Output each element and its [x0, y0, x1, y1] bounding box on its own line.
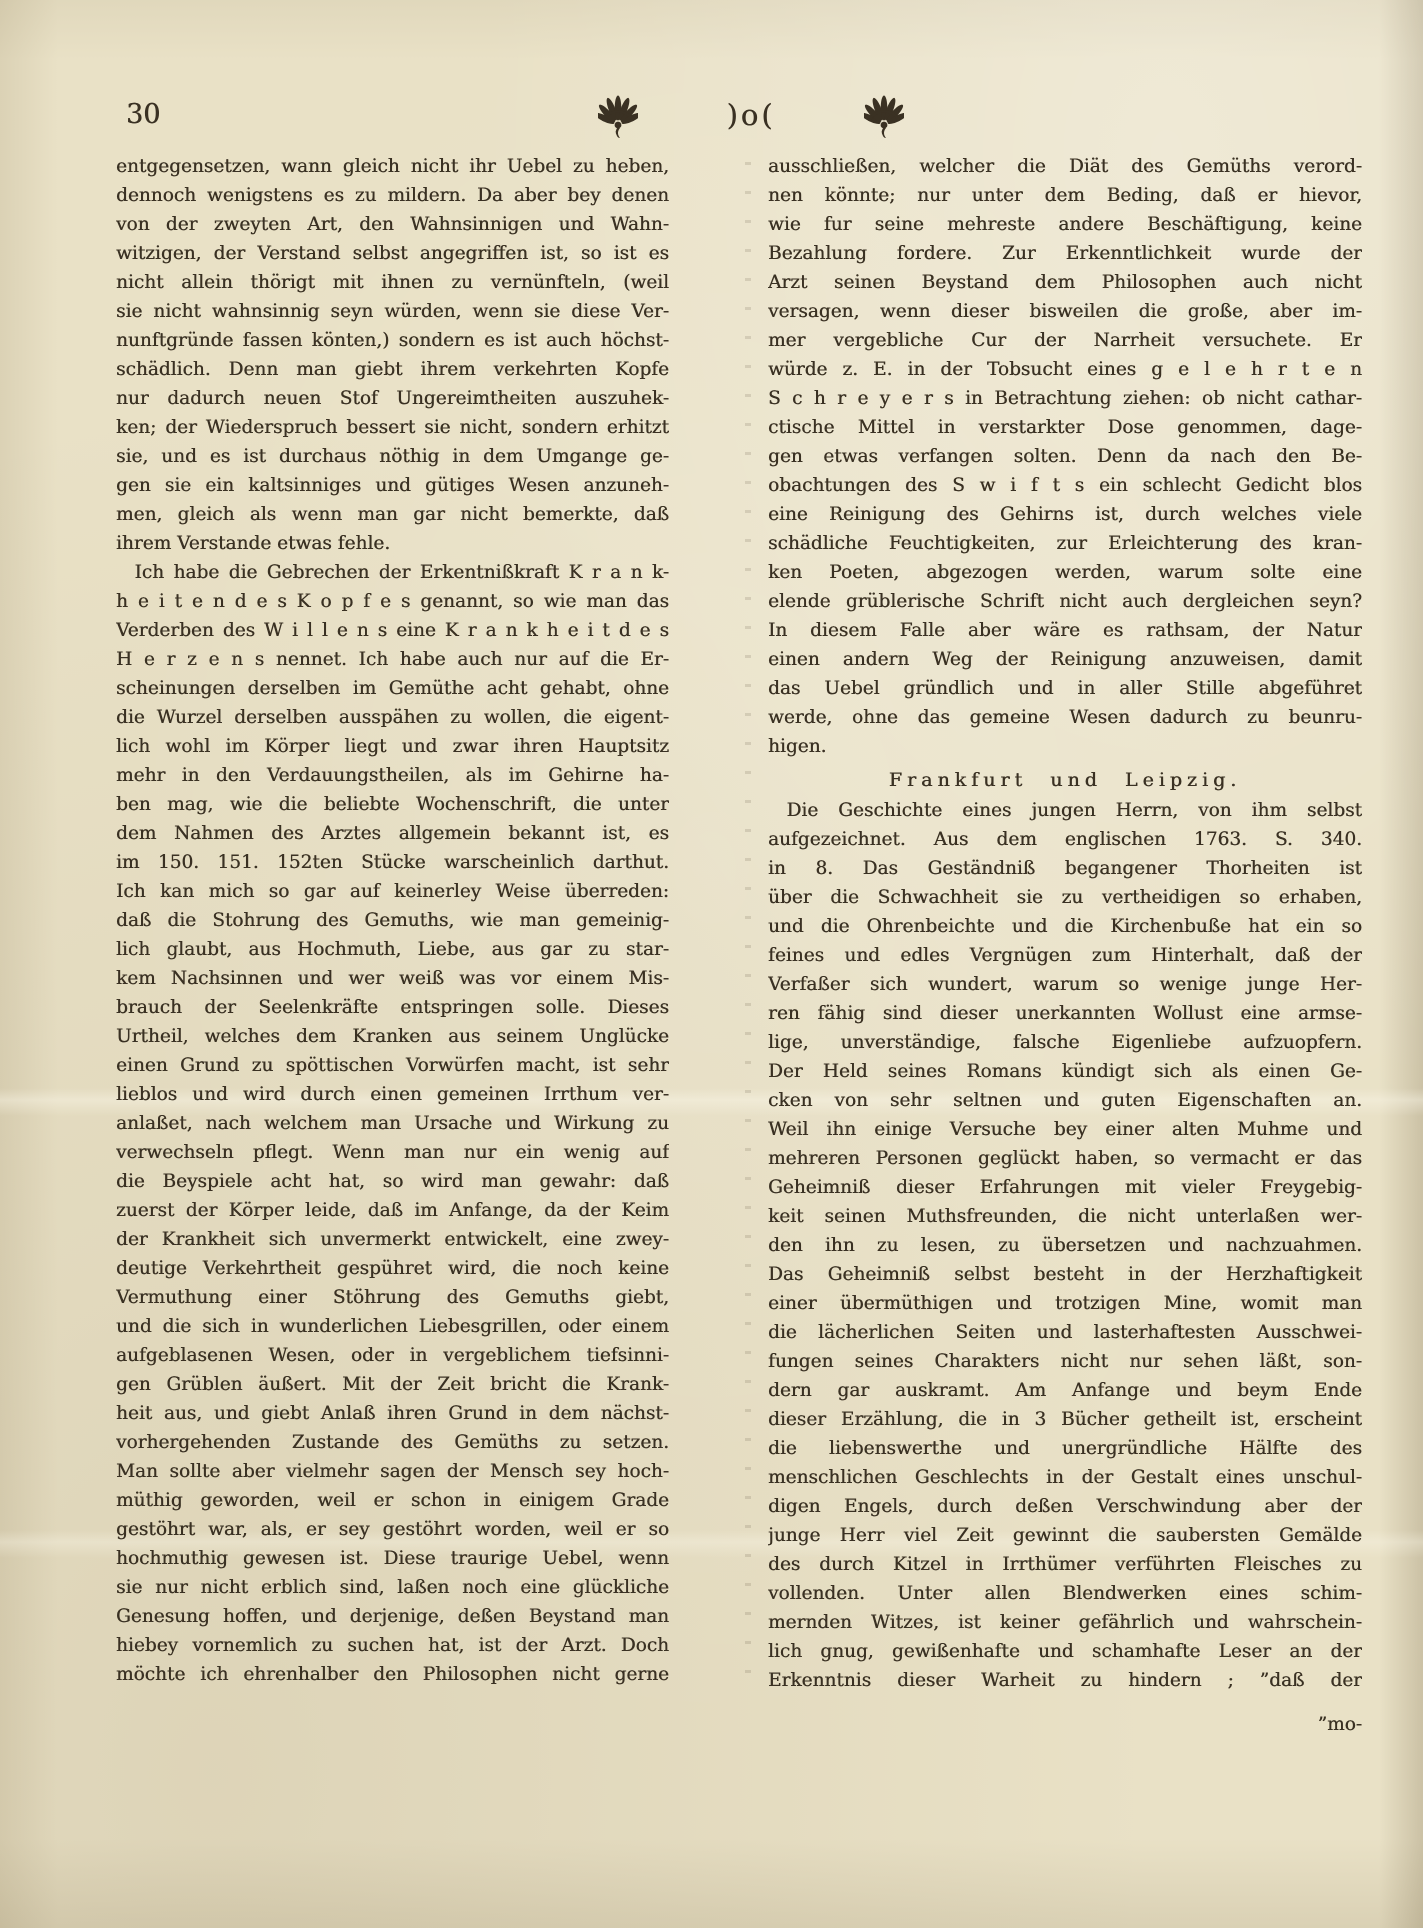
- text-line: des durch Kitzel in Irrthümer verführten Fleisches zu: [768, 1554, 1362, 1575]
- text-line: und die Ohrenbeichte und die Kirchenbuße hat ein so: [768, 916, 1362, 937]
- right-column-lines-bottom: [768, 796, 1362, 1695]
- text-line: einen Grund zu spöttischen Vorwürfen macht, ist sehr: [116, 1055, 669, 1076]
- catchword-row: [768, 1710, 1362, 1739]
- text-line: der Krankheit sich unvermerkt entwickelt, eine zwey-: [116, 1229, 669, 1250]
- text-line: dieser Erzählung, die in 3 Bücher getheilt ist, erscheint: [768, 1409, 1362, 1430]
- text-line: kem Nachsinnen und wer weiß was vor einem Mis-: [116, 968, 669, 989]
- text-line: ausschließen, welcher die Diät des Gemüths verord-: [768, 156, 1362, 177]
- text-line: mehreren Personen geglückt haben, so vermacht er das: [768, 1148, 1362, 1169]
- text-line: Weil ihn einige Versuche bey einer alten Muhme und: [768, 1119, 1362, 1140]
- shell-fleuron-icon: [598, 95, 638, 141]
- text-line: dern gar auskramt. Am Anfange und beym Ende: [768, 1380, 1362, 1401]
- text-line: H e r z e n s nennet. Ich habe auch nur auf die Er-: [116, 649, 669, 670]
- text-line: cken von sehr seltnen und guten Eigenschaften an.: [768, 1090, 1362, 1111]
- text-line: schädlich. Denn man giebt ihrem verkehrten Kopfe: [116, 359, 669, 380]
- text-line: ken Poeten, abgezogen werden, warum solte eine: [768, 562, 1362, 583]
- text-line: dennoch wenigstens es zu mildern. Da aber bey denen: [116, 185, 669, 206]
- text-line: mer vergebliche Cur der Narrheit versuchete. Er: [768, 330, 1362, 351]
- text-line: eine Reinigung des Gehirns ist, durch welches viele: [768, 504, 1362, 525]
- text-line: lich glaubt, aus Hochmuth, Liebe, aus gar zu star-: [116, 939, 669, 960]
- text-line: gen Grüblen äußert. Mit der Zeit bricht die Krank-: [116, 1374, 669, 1395]
- text-line: In diesem Falle aber wäre es rathsam, der Natur: [768, 620, 1362, 641]
- text-line: sie nur nicht erblich sind, laßen noch eine glückliche: [116, 1577, 669, 1598]
- text-line: würde z. E. in der Tobsucht eines g e l e h r t e n: [768, 359, 1362, 380]
- text-line: h e i t e n d e s K o p f e s genannt, so wie man das: [116, 591, 669, 612]
- text-line: versagen, wenn dieser bisweilen die große, aber im-: [768, 301, 1362, 322]
- shell-fleuron-icon: [864, 95, 904, 141]
- text-line: Verfaßer sich wundert, warum so wenige junge Her-: [768, 974, 1362, 995]
- text-line: die liebenswerthe und unergründliche Hälfte des: [768, 1438, 1362, 1459]
- text-line: im 150. 151. 152ten Stücke warscheinlich darthut.: [116, 852, 669, 873]
- text-line: gen sie ein kaltsinniges und gütiges Wesen anzuneh-: [116, 475, 669, 496]
- header-ornaments: [598, 94, 904, 142]
- text-line: den ihn zu lesen, zu übersetzen und nachzuahmen.: [768, 1235, 1362, 1256]
- text-line: brauch der Seelenkräfte entspringen solle. Dieses: [116, 997, 669, 1018]
- text-line: nicht allein thörigt mit ihnen zu vernünfteln, (weil: [116, 272, 669, 293]
- text-line: in 8. Das Geständniß begangener Thorheiten ist: [768, 858, 1362, 879]
- text-line: nunftgründe fassen könten,) sondern es ist auch höchst-: [116, 330, 669, 351]
- page-number: 30: [126, 99, 161, 130]
- text-line: einen andern Weg der Reinigung anzuweisen, damit: [768, 649, 1362, 670]
- text-line: ben mag, wie die beliebte Wochenschrift, die unter: [116, 794, 669, 815]
- text-line: aufgezeichnet. Aus dem englischen 1763. S. 340.: [768, 829, 1362, 850]
- text-line: möchte ich ehrenhalber den Philosophen nicht gerne: [116, 1664, 669, 1685]
- text-line: das Uebel gründlich und in aller Stille abgeführet: [768, 678, 1362, 699]
- text-line: men, gleich als wenn man gar nicht bemerkte, daß: [116, 504, 669, 525]
- text-line: digen Engels, durch deßen Verschwindung aber der: [768, 1496, 1362, 1517]
- text-line: lich wohl im Körper liegt und zwar ihren Hauptsitz: [116, 736, 669, 757]
- text-line: Vermuthung einer Stöhrung des Gemuths giebt,: [116, 1287, 669, 1308]
- text-line: lige, unverständige, falsche Eigenliebe aufzuopfern.: [768, 1032, 1362, 1053]
- text-line: die Wurzel derselben ausspähen zu wollen, die eigent-: [116, 707, 669, 728]
- text-line: sie nicht wahnsinnig seyn würden, wenn sie diese Ver-: [116, 301, 669, 322]
- text-line: fungen seines Charakters nicht nur sehen läßt, son-: [768, 1351, 1362, 1372]
- text-line: feines und edles Vergnügen zum Hinterhalt, daß der: [768, 945, 1362, 966]
- text-line: die lächerlichen Seiten und lasterhaftesten Ausschwei-: [768, 1322, 1362, 1343]
- text-line: entgegensetzen, wann gleich nicht ihr Uebel zu heben,: [116, 156, 669, 177]
- text-line: heit aus, und giebt Anlaß ihren Grund in dem nächst-: [116, 1403, 669, 1424]
- text-line: vollenden. Unter allen Blendwerken eines schim-: [768, 1583, 1362, 1604]
- text-line: werde, ohne das gemeine Wesen dadurch zu beunru-: [768, 707, 1362, 728]
- text-line: über die Schwachheit sie zu vertheidigen so erhaben,: [768, 887, 1362, 908]
- text-line: müthig geworden, weil er schon in einigem Grade: [116, 1490, 669, 1511]
- text-line: mernden Witzes, ist keiner gefährlich und wahrschein-: [768, 1612, 1362, 1633]
- text-line: ctische Mittel in verstarkter Dose genommen, dage-: [768, 417, 1362, 438]
- text-line: Erkenntnis dieser Warheit zu hindern ; ”daß der: [768, 1670, 1362, 1691]
- text-line: daß die Stohrung des Gemuths, wie man gemeinig-: [116, 910, 669, 931]
- text-line: Bezahlung fordere. Zur Erkenntlichkeit wurde der: [768, 243, 1362, 264]
- text-line: Man sollte aber vielmehr sagen der Mensch sey hoch-: [116, 1461, 669, 1482]
- text-line: Ich habe die Gebrechen der Erkentnißkraft K r a n k-: [116, 562, 669, 583]
- text-line: vorhergehenden Zustande des Gemüths zu setzen.: [116, 1432, 669, 1453]
- text-line: von der zweyten Art, den Wahnsinnigen und Wahn-: [116, 214, 669, 235]
- text-line: nur dadurch neuen Stof Ungereimtheiten auszuhek-: [116, 388, 669, 409]
- right-column: [768, 152, 1362, 1739]
- text-line: aufgeblasenen Wesen, oder in vergeblichem tiefsinni-: [116, 1345, 669, 1366]
- text-line: witzigen, der Verstand selbst angegriffen ist, so ist es: [116, 243, 669, 264]
- signature-mark: )o(: [726, 98, 776, 132]
- text-line: nen könnte; nur unter dem Beding, daß er hievor,: [768, 185, 1362, 206]
- text-line: die Beyspiele acht hat, so wird man gewahr: daß: [116, 1171, 669, 1192]
- text-line: menschlichen Geschlechts in der Gestalt eines unschul-: [768, 1467, 1362, 1488]
- text-line: Geheimniß dieser Erfahrungen mit vieler Freygebig-: [768, 1177, 1362, 1198]
- text-line: Urtheil, welches dem Kranken aus seinem Unglücke: [116, 1026, 669, 1047]
- text-line: verwechseln pflegt. Wenn man nur ein wenig auf: [116, 1142, 669, 1163]
- text-line: ren fähig sind dieser unerkannten Wollust eine armse-: [768, 1003, 1362, 1024]
- text-line: wie fur seine mehreste andere Beschäftigung, keine: [768, 214, 1362, 235]
- text-line: hiebey vornemlich zu suchen hat, ist der Arzt. Doch: [116, 1635, 669, 1656]
- text-line: lieblos und wird durch einen gemeinen Irrthum ver-: [116, 1084, 669, 1105]
- text-line: und die sich in wunderlichen Liebesgrillen, oder einem: [116, 1316, 669, 1337]
- text-line: Genesung hoffen, und derjenige, deßen Beystand man: [116, 1606, 669, 1627]
- text-line: Arzt seinen Beystand dem Philosophen auch nicht: [768, 272, 1362, 293]
- text-line: hochmuthig gewesen ist. Diese traurige Uebel, wenn: [116, 1548, 669, 1569]
- text-line: junge Herr viel Zeit gewinnt die saubersten Gemälde: [768, 1525, 1362, 1546]
- section-heading: Frankfurt und Leipzig.: [888, 769, 1242, 791]
- text-line: gen etwas verfangen solten. Denn da nach den Be-: [768, 446, 1362, 467]
- left-column: [116, 152, 669, 1689]
- left-column-lines: [116, 152, 669, 1689]
- text-line: keit seinen Muthsfreunden, die nicht unterlaßen wer-: [768, 1206, 1362, 1227]
- text-line: elende grüblerische Schrift nicht auch dergleichen seyn?: [768, 591, 1362, 612]
- text-line: anlaßet, nach welchem man Ursache und Wirkung zu: [116, 1113, 669, 1134]
- text-line: dem Nahmen des Arztes allgemein bekannt ist, es: [116, 823, 669, 844]
- text-line: gestöhrt war, als, er sey gestöhrt worden, weil er so: [116, 1519, 669, 1540]
- text-line: ken; der Wiederspruch bessert sie nicht, sondern erhitzt: [116, 417, 669, 438]
- text-line: Die Geschichte eines jungen Herrn, von ihm selbst: [768, 800, 1362, 821]
- text-line: deutige Verkehrtheit gespühret wird, die noch keine: [116, 1258, 669, 1279]
- text-line: sie, und es ist durchaus nöthig in dem Umgange ge-: [116, 446, 669, 467]
- right-column-lines-top: [768, 152, 1362, 761]
- text-line: lich gnug, gewißenhafte und schamhafte Leser an der: [768, 1641, 1362, 1662]
- text-line: einer übermüthigen und trotzigen Mine, womit man: [768, 1293, 1362, 1314]
- text-line: obachtungen des S w i f t s ein schlecht Gedicht blos: [768, 475, 1362, 496]
- scan-artifact-marks: [745, 162, 751, 1682]
- text-line: higen.: [768, 736, 827, 757]
- text-line: mehr in den Verdauungstheilen, als im Gehirne ha-: [116, 765, 669, 786]
- text-line: ihrem Verstande etwas fehle.: [116, 533, 391, 554]
- catchword: ”mo-: [1317, 1714, 1362, 1735]
- text-line: S c h r e y e r s in Betrachtung ziehen: ob nicht cathar-: [768, 388, 1362, 409]
- text-line: scheinungen derselben im Gemüthe acht gehabt, ohne: [116, 678, 669, 699]
- text-line: Ich kan mich so gar auf keinerley Weise überreden:: [116, 881, 669, 902]
- text-line: zuerst der Körper leide, daß im Anfange, da der Keim: [116, 1200, 669, 1221]
- text-line: Verderben des W i l l e n s eine K r a n k h e i t d e s: [116, 620, 669, 641]
- text-line: Der Held seines Romans kündigt sich als einen Ge-: [768, 1061, 1362, 1082]
- text-line: schädliche Feuchtigkeiten, zur Erleichterung des kran-: [768, 533, 1362, 554]
- text-line: Das Geheimniß selbst besteht in der Herzhaftigkeit: [768, 1264, 1362, 1285]
